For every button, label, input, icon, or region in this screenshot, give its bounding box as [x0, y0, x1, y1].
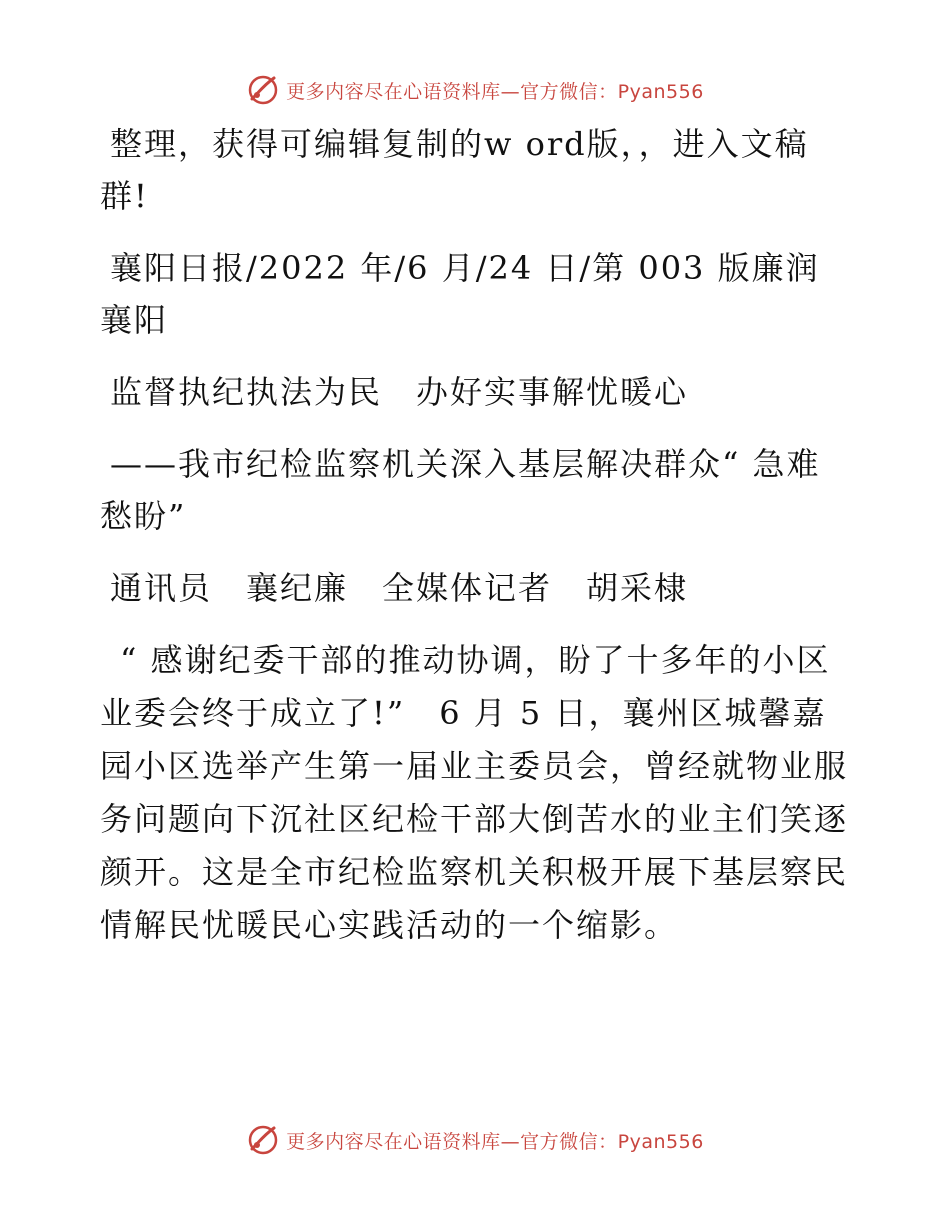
document-body — [100, 118, 852, 972]
intro-paragraph: 整理，获得可编辑复制的w ord版，，进入文稿群! — [100, 125, 809, 215]
article-subtitle: ——我市纪检监察机关深入基层解决群众“ 急难愁盼” — [100, 445, 821, 535]
header-watermark-banner — [0, 70, 950, 110]
brush-logo-icon — [246, 1123, 280, 1157]
article-title: 监督执纪执法为民 办好实事解忧暖心 — [110, 373, 689, 411]
footer-watermark-text: 更多内容尽在心语资料库—官方微信：Pyan556 — [286, 1130, 704, 1153]
source-line: 襄阳日报/2022 年/6 月/24 日/第 003 版廉润襄阳 — [100, 249, 820, 339]
byline: 通讯员 襄纪廉 全媒体记者 胡采棣 — [110, 569, 689, 607]
brush-logo-icon — [246, 73, 280, 107]
footer-watermark-banner — [0, 1120, 950, 1160]
header-watermark-text: 更多内容尽在心语资料库—官方微信：Pyan556 — [286, 80, 704, 103]
article-body-paragraph: “ 感谢纪委干部的推动协调，盼了十多年的小区业委会终于成立了!” 6 月 5 日，襄州区城馨嘉园小区选举产生第一届业主委员会，曾经就物业服务问题向下沉社区纪检干部大倒苦水的业主们笑逐颜开。这是全市纪检监察机关积极开展下基层察民情解民忧暖民心实践活动的一个缩影。 — [100, 641, 849, 944]
